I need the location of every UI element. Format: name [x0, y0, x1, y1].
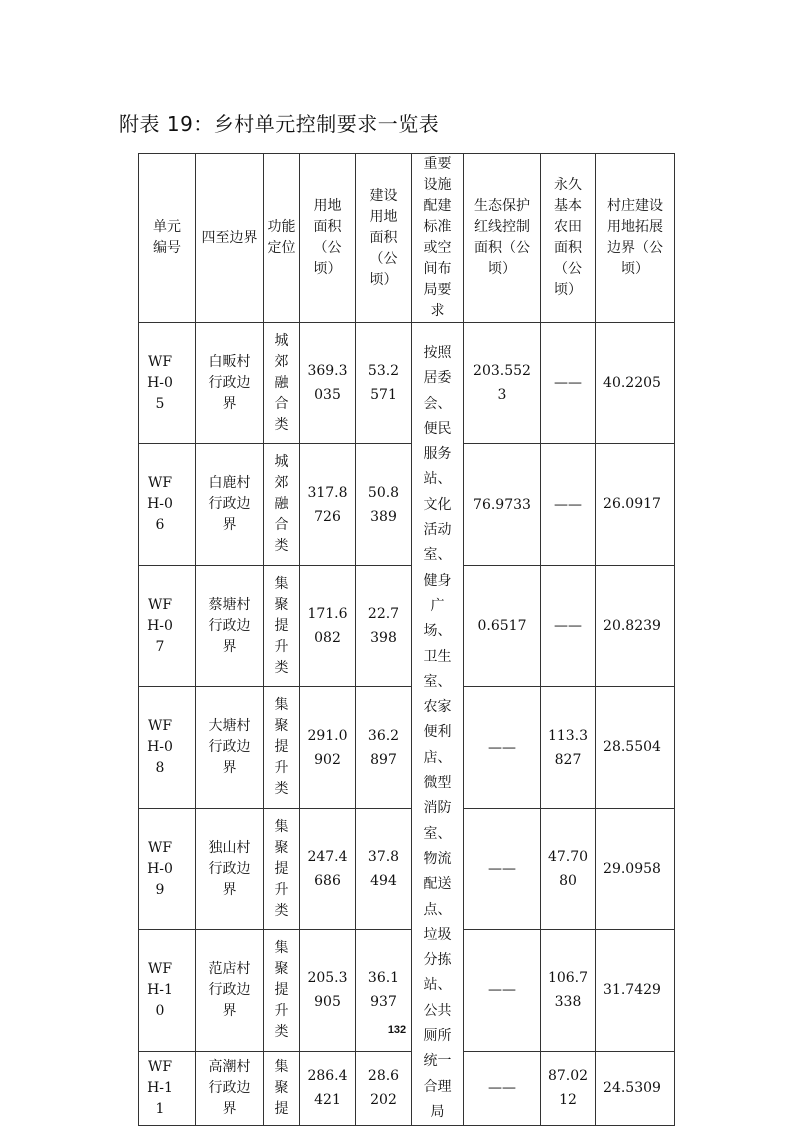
farmland-cell: —— [541, 323, 596, 444]
boundary-cell: 大塘村行政边界 [196, 687, 264, 808]
table-row [139, 565, 675, 686]
unit-id-cell: WFH-07 [139, 565, 196, 686]
farmland-cell: 87.0212 [541, 1051, 596, 1125]
build-area-cell: 36.1937 [356, 930, 412, 1051]
farmland-cell: 113.3827 [541, 687, 596, 808]
page-title: 附表 19：乡村单元控制要求一览表 [119, 112, 440, 136]
table-row [139, 687, 675, 808]
table-row [139, 323, 675, 444]
header-expansion: 村庄建设用地拓展边界（公顷） [596, 154, 675, 323]
expansion-cell: 26.0917 [596, 444, 675, 565]
header-land-area: 用地面积（公顷） [300, 154, 356, 323]
eco-cell: —— [464, 687, 541, 808]
header-unit-no: 单元编号 [139, 154, 196, 323]
expansion-cell: 20.8239 [596, 565, 675, 686]
header-boundary: 四至边界 [196, 154, 264, 323]
expansion-cell: 40.2205 [596, 323, 675, 444]
table-row [139, 1051, 675, 1125]
table-row [139, 808, 675, 929]
eco-cell: 0.6517 [464, 565, 541, 686]
land-area-cell: 205.3905 [300, 930, 356, 1051]
expansion-cell: 24.5309 [596, 1051, 675, 1125]
build-area-cell: 37.8494 [356, 808, 412, 929]
farmland-cell: 106.7338 [541, 930, 596, 1051]
land-area-cell: 291.0902 [300, 687, 356, 808]
table-row [139, 444, 675, 565]
boundary-cell: 蔡塘村行政边界 [196, 565, 264, 686]
boundary-cell: 范店村行政边界 [196, 930, 264, 1051]
unit-id-cell: WFH-06 [139, 444, 196, 565]
unit-id-cell: WFH-11 [139, 1051, 196, 1125]
function-cell: 集聚提升类 [264, 808, 300, 929]
facilities-cell: 按照居委会、便民服务站、文化活动室、健身广场、卫生室、农家便利店、微型消防室、物流配送点、垃圾分拣站、公共厕所统一合理局 [412, 323, 464, 1126]
unit-id-cell: WFH-05 [139, 323, 196, 444]
header-farmland: 永久基本农田面积（公顷） [541, 154, 596, 323]
build-area-cell: 50.8389 [356, 444, 412, 565]
header-build-area: 建设用地面积（公顷） [356, 154, 412, 323]
boundary-cell: 高潮村行政边界 [196, 1051, 264, 1125]
expansion-cell: 31.7429 [596, 930, 675, 1051]
unit-id-cell: WFH-10 [139, 930, 196, 1051]
eco-cell: 203.5523 [464, 323, 541, 444]
unit-id-cell: WFH-09 [139, 808, 196, 929]
build-area-cell: 53.2571 [356, 323, 412, 444]
header-row [139, 154, 675, 323]
page-number: 132 [387, 1024, 407, 1036]
eco-cell: —— [464, 930, 541, 1051]
header-facilities: 重要设施配建标准或空间布局要求 [412, 154, 464, 323]
build-area-cell: 22.7398 [356, 565, 412, 686]
function-cell: 城郊融合类 [264, 444, 300, 565]
eco-cell: —— [464, 1051, 541, 1125]
eco-cell: 76.9733 [464, 444, 541, 565]
rural-unit-table [138, 153, 675, 1126]
farmland-cell: —— [541, 444, 596, 565]
function-cell: 集聚提升类 [264, 687, 300, 808]
function-cell: 城郊融合类 [264, 323, 300, 444]
eco-cell: —— [464, 808, 541, 929]
boundary-cell: 独山村行政边界 [196, 808, 264, 929]
header-eco-redline: 生态保护红线控制面积（公顷） [464, 154, 541, 323]
boundary-cell: 白鹿村行政边界 [196, 444, 264, 565]
unit-id-cell: WFH-08 [139, 687, 196, 808]
land-area-cell: 369.3035 [300, 323, 356, 444]
land-area-cell: 317.8726 [300, 444, 356, 565]
expansion-cell: 29.0958 [596, 808, 675, 929]
build-area-cell: 28.6202 [356, 1051, 412, 1125]
header-function: 功能定位 [264, 154, 300, 323]
farmland-cell: —— [541, 565, 596, 686]
function-cell: 集聚提升类 [264, 930, 300, 1051]
expansion-cell: 28.5504 [596, 687, 675, 808]
land-area-cell: 247.4686 [300, 808, 356, 929]
land-area-cell: 286.4421 [300, 1051, 356, 1125]
farmland-cell: 47.7080 [541, 808, 596, 929]
build-area-cell: 36.2897 [356, 687, 412, 808]
land-area-cell: 171.6082 [300, 565, 356, 686]
function-cell: 集聚提 [264, 1051, 300, 1125]
function-cell: 集聚提升类 [264, 565, 300, 686]
boundary-cell: 白畈村行政边界 [196, 323, 264, 444]
